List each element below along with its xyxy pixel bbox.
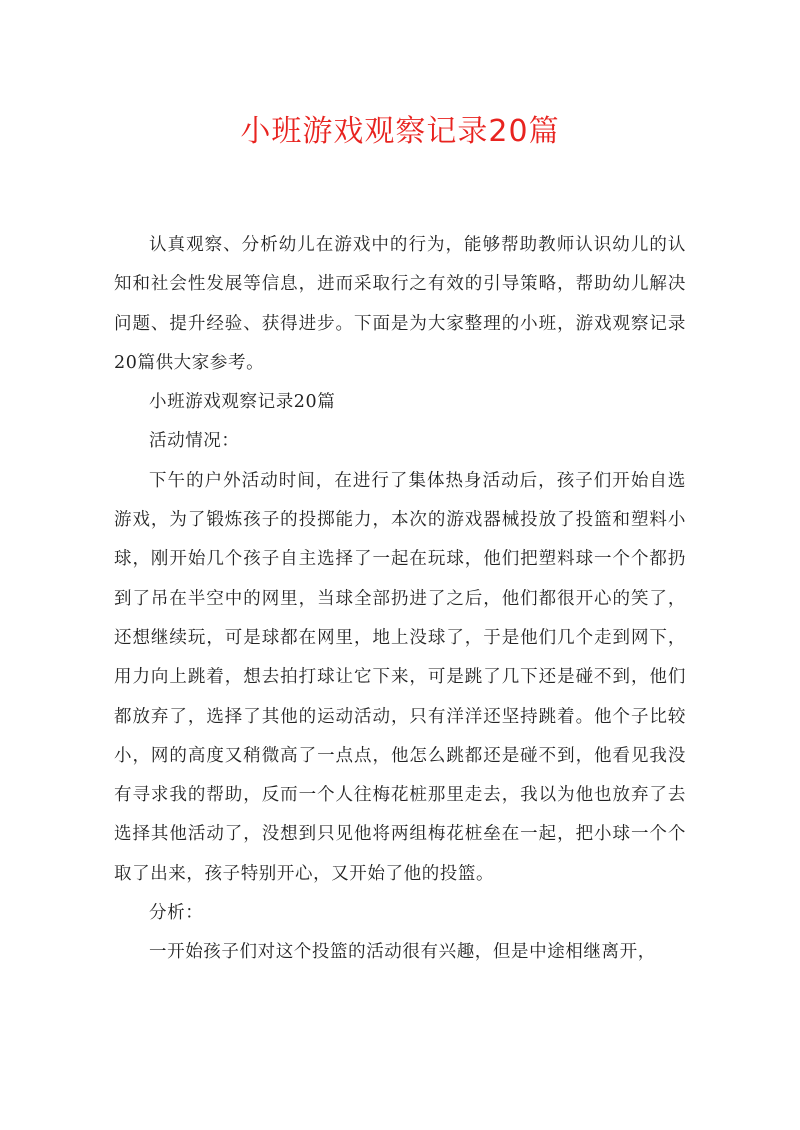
document-title: 小班游戏观察记录20篇 xyxy=(240,114,560,149)
activity-heading: 活动情况： xyxy=(149,431,240,452)
analysis-paragraph: 一开始孩子们对这个投篮的活动很有兴趣，但是中途相继离开， xyxy=(149,942,656,963)
analysis-heading: 分析： xyxy=(149,903,204,924)
document-body xyxy=(114,226,686,973)
intro-paragraph: 认真观察、分析幼儿在游戏中的行为，能够帮助教师认识幼儿的认知和社会性发展等信息，进而采取行之有效的引导策略，帮助幼儿解决问题、提升经验、获得进步。下面是为大家整理的小班，游戏观察记录20篇供大家参考。 xyxy=(114,235,686,373)
section-heading: 小班游戏观察记录20篇 xyxy=(149,392,336,413)
activity-paragraph: 下午的户外活动时间，在进行了集体热身活动后，孩子们开始自选游戏，为了锻炼孩子的投掷能力，本次的游戏器械投放了投篮和塑料小球，刚开始几个孩子自主选择了一起在玩球，他们把塑料球一个个都扔到了吊在半空中的网里，当球全部扔进了之后，他们都很开心的笑了，还想继续玩，可是球都在网里，地上没球了，于是他们几个走到网下，用力向上跳着，想去拍打球让它下来，可是跳了几下还是碰不到，他们都放弃了，选择了其他的运动活动，只有洋洋还坚持跳着。他个子比较小，网的高度又稍微高了一点点，他怎么跳都还是碰不到，他看见我没有寻求我的帮助，反而一个人往梅花桩那里走去，我以为他也放弃了去选择其他活动了，没想到只见他将两组梅花桩垒在一起，把小球一个个取了出来，孩子特别开心，又开始了他的投篮。 xyxy=(114,470,686,884)
